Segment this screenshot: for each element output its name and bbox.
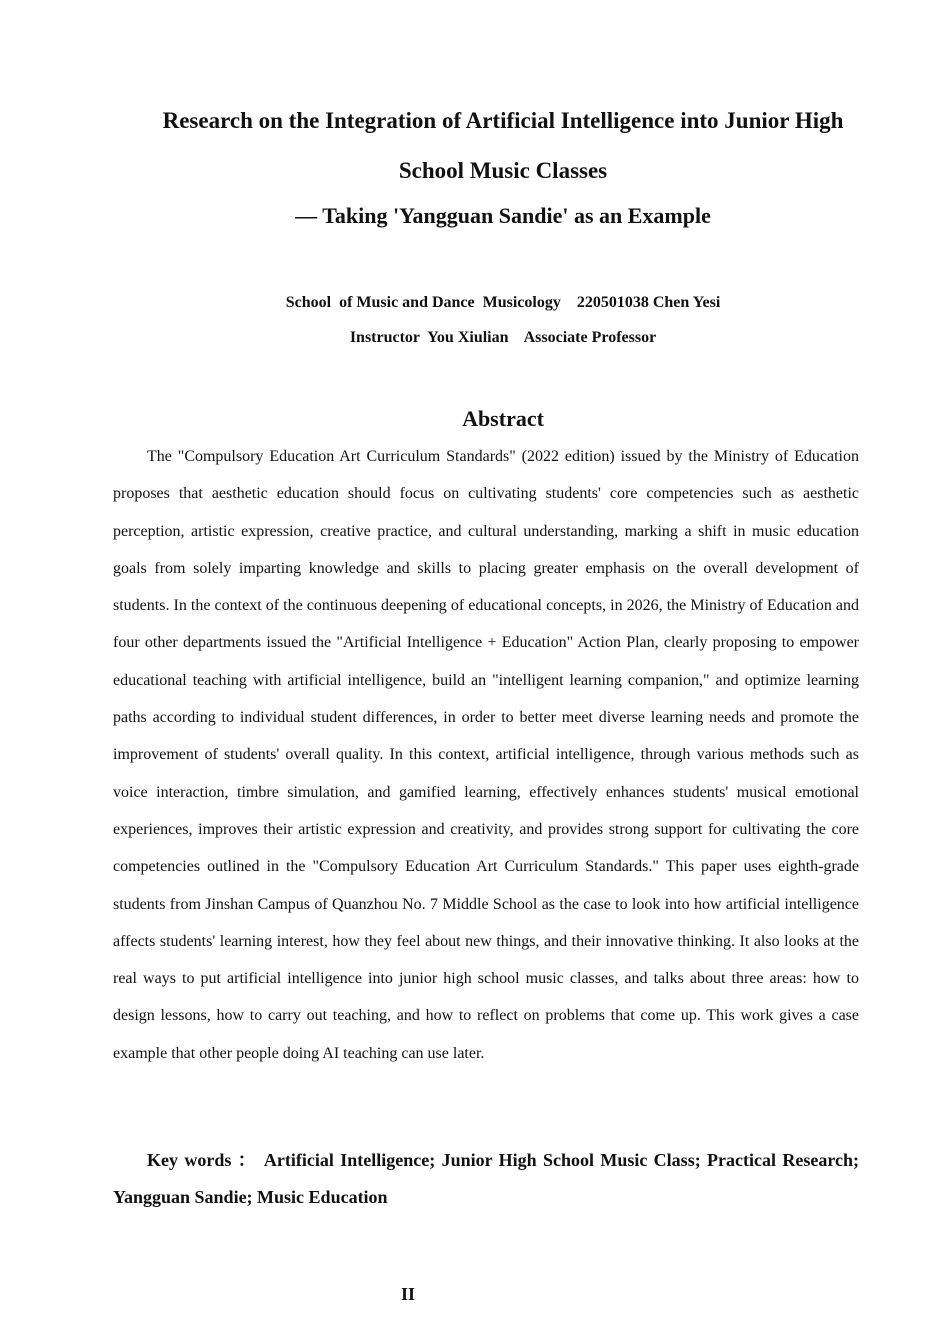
abstract-heading: Abstract [462,406,544,431]
page-number: II [400,1284,415,1304]
keywords-paragraph: Key words ： Artificial Intelligence; Junior High School Music Class; Practical Research; Yangguan Sandie; Music Education [113,1150,859,1207]
paper-title [113,96,893,196]
author-line: School of Music and Dance Musicology 220501038 Chen Yesi [285,294,721,311]
paper-title-line-1: Research on the Integration of Artificial Intelligence into Junior High [162,108,844,133]
paper-subtitle: — Taking 'Yangguan Sandie' as an Example [295,203,711,228]
abstract-body: The "Compulsory Education Art Curriculum Standards" (2022 edition) issued by the Ministry of Education proposes that aesthetic education should focus on cultivating students' core competencies such as aesthetic perception, artistic expression, creative practice, and cultural understanding, marking a shift in music education goals from solely imparting knowledge and skills to placing greater emphasis on the overall development of students. In the context of the continuous deepening of educational concepts, in 2026, the Ministry of Education and four other departments issued the "Artificial Intelligence + Education" Action Plan, clearly proposing to empower educational teaching with artificial intelligence, build an "intelligent learning companion," and optimize learning paths according to individual student differences, in order to better meet diverse learning needs and promote the improvement of students' overall quality. In this context, artificial intelligence, through various methods such as voice interaction, timbre simulation, and gamified learning, effectively enhances students' musical emotional experiences, improves their artistic expression and creativity, and provides strong support for cultivating the core competencies outlined in the "Compulsory Education Art Curriculum Standards." This paper uses eighth-grade students from Jinshan Campus of Quanzhou No. 7 Middle School as the case to look into how artificial intelligence affects students' learning interest, how they feel about new things, and their innovative thinking. It also looks at the real ways to put artificial intelligence into junior high school music classes, and talks about three areas: how to design lessons, how to carry out teaching, and how to reflect on problems that come up. This work gives a case example that other people doing AI teaching can use later. [113,448,859,1062]
instructor-line: Instructor You Xiulian Associate Professor [349,329,657,346]
paper-title-line-2: School Music Classes [398,158,608,183]
